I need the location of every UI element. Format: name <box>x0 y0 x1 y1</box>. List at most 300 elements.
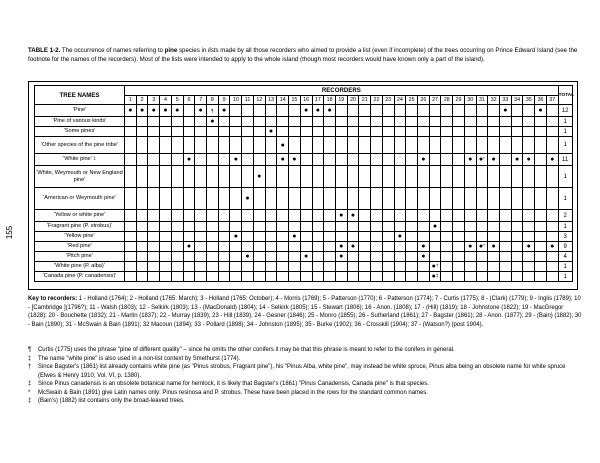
record-cell <box>312 272 324 282</box>
recorder-number: 25 <box>406 96 418 105</box>
total-cell: 12 <box>558 105 572 117</box>
record-cell <box>441 262 453 272</box>
record-cell <box>535 127 547 137</box>
record-cell <box>523 222 535 232</box>
presence-dot: ● <box>421 243 426 250</box>
tree-name-cell <box>35 262 125 272</box>
footnote-text: The name "white pine" is also used in a non-list context by Smethurst (1774). <box>38 355 241 362</box>
record-cell <box>535 137 547 154</box>
footnote-text: Since Pinus canadensis is an obsolete botanical name for hemlock, it is likely that Bagster's (1861) "Pinus Canadensis, Canada pine" is that species. <box>38 381 429 387</box>
table-row <box>35 154 573 166</box>
table-row <box>35 262 573 272</box>
record-cell <box>136 117 148 127</box>
footnote-symbol: * <box>28 389 31 396</box>
record-cell <box>511 252 523 262</box>
record-cell <box>523 154 535 166</box>
record-cell <box>535 210 547 222</box>
record-cell <box>500 262 512 272</box>
record-cell <box>500 154 512 166</box>
record-cell <box>171 210 183 222</box>
record-cell <box>218 105 230 117</box>
record-cell <box>347 154 359 166</box>
record-cell <box>371 154 383 166</box>
record-cell <box>312 127 324 137</box>
record-cell <box>500 272 512 282</box>
record-cell <box>417 166 429 188</box>
record-cell <box>546 210 558 222</box>
record-cell <box>371 137 383 154</box>
record-cell <box>535 105 547 117</box>
record-cell <box>347 262 359 272</box>
record-cell <box>511 210 523 222</box>
record-cell <box>394 117 406 127</box>
record-cell <box>230 154 242 166</box>
record-cell <box>289 262 301 272</box>
record-cell <box>324 137 336 154</box>
record-cell <box>371 188 383 210</box>
presence-dot: ● <box>139 107 145 114</box>
record-cell <box>230 242 242 252</box>
record-cell <box>406 262 418 272</box>
record-cell <box>417 242 429 252</box>
record-cell <box>218 127 230 137</box>
record-cell <box>429 127 441 137</box>
record-cell <box>148 166 160 188</box>
record-cell <box>523 262 535 272</box>
record-cell <box>289 188 301 210</box>
record-cell <box>125 117 137 127</box>
record-cell <box>218 262 230 272</box>
record-cell <box>148 137 160 154</box>
record-cell <box>511 242 523 252</box>
total-cell: 11 <box>558 154 572 166</box>
record-cell <box>546 127 558 137</box>
record-cell <box>359 242 371 252</box>
record-cell <box>371 242 383 252</box>
record-cell <box>523 272 535 282</box>
presence-dot: ● <box>280 156 285 163</box>
footnote-symbol: ‡ <box>28 381 32 387</box>
record-cell <box>453 188 465 210</box>
recorder-number: 22 <box>371 96 383 105</box>
record-cell <box>242 137 254 154</box>
tree-name-cell <box>35 105 125 117</box>
record-cell <box>453 137 465 154</box>
record-cell <box>429 166 441 188</box>
record-cell <box>300 166 312 188</box>
record-cell <box>546 154 558 166</box>
record-cell <box>312 262 324 272</box>
recorder-number: 17 <box>312 96 324 105</box>
record-cell <box>125 222 137 232</box>
record-cell <box>312 188 324 210</box>
record-cell <box>535 222 547 232</box>
record-cell <box>230 188 242 210</box>
tree-name: 'White pine (P. alba)' <box>54 263 105 270</box>
record-cell <box>207 154 219 166</box>
record-cell <box>195 222 207 232</box>
record-cell <box>242 222 254 232</box>
record-cell <box>171 154 183 166</box>
record-cell <box>253 137 265 154</box>
record-cell <box>429 137 441 154</box>
record-cell <box>335 252 347 262</box>
record-cell <box>207 127 219 137</box>
record-cell <box>136 105 148 117</box>
footnote-text: Curtis (1775) uses the phrase "pine of different quality" – since he omits the other conifers it may be that this phrase is meant to refer to the conifers in general. <box>38 347 455 353</box>
record-cell <box>324 117 336 127</box>
record-cell <box>406 188 418 210</box>
record-cell <box>253 272 265 282</box>
recorder-number: 27 <box>429 96 441 105</box>
record-cell <box>453 272 465 282</box>
record-cell <box>359 188 371 210</box>
recorder-number: 13 <box>265 96 277 105</box>
record-cell <box>160 252 172 262</box>
presence-dot: ● <box>210 118 215 125</box>
record-cell <box>406 272 418 282</box>
record-cell <box>324 252 336 262</box>
record-cell <box>242 188 254 210</box>
record-cell <box>441 252 453 262</box>
record-cell <box>277 154 289 166</box>
record-cell <box>207 242 219 252</box>
record-cell <box>183 210 195 222</box>
record-cell <box>546 232 558 242</box>
record-cell <box>464 127 476 137</box>
record-cell <box>195 272 207 282</box>
presence-dot: ● <box>163 107 168 114</box>
record-cell <box>406 154 418 166</box>
record-cell <box>230 105 242 117</box>
record-cell <box>277 137 289 154</box>
presence-dot: ● <box>245 195 250 202</box>
record-cell <box>476 188 488 210</box>
record-cell <box>183 117 195 127</box>
record-cell <box>417 127 429 137</box>
total-cell: 1 <box>558 272 572 282</box>
record-cell <box>125 127 137 137</box>
tree-name-cell <box>35 252 125 262</box>
record-cell <box>546 105 558 117</box>
record-cell <box>218 166 230 188</box>
presence-dot: ● <box>128 107 133 114</box>
record-cell <box>535 242 547 252</box>
record-cell <box>429 232 441 242</box>
presence-dot: ● <box>292 156 297 163</box>
record-cell <box>335 137 347 154</box>
record-cell <box>394 232 406 242</box>
record-cell <box>523 242 535 252</box>
table-row <box>35 105 573 117</box>
record-cell <box>300 127 312 137</box>
record-cell <box>265 127 277 137</box>
presence-dot: ● <box>514 156 520 163</box>
presence-dot: ● <box>186 156 192 163</box>
presence-dot: ● <box>468 243 473 250</box>
caption-text-2: species in <box>177 47 208 54</box>
record-cell <box>125 262 137 272</box>
record-cell <box>511 188 523 210</box>
record-cell <box>511 105 523 117</box>
record-cell <box>417 232 429 242</box>
record-cell <box>500 252 512 262</box>
record-cell <box>289 117 301 127</box>
record-cell <box>265 262 277 272</box>
record-cell <box>500 127 512 137</box>
record-cell <box>265 252 277 262</box>
record-cell <box>500 137 512 154</box>
record-cell <box>230 252 242 262</box>
record-cell <box>160 242 172 252</box>
record-cell <box>265 272 277 282</box>
record-cell <box>230 137 242 154</box>
footnote-text: McSwain & Bain (1891) give Latin names only: Pinus resinosa and P. strobus. These have been placed in the rows for the standard common names. <box>38 389 428 396</box>
presence-dot: ● <box>432 223 438 230</box>
footnote <box>28 380 582 389</box>
table-row <box>35 252 573 262</box>
recorder-number: 8 <box>207 96 219 105</box>
record-cell <box>359 105 371 117</box>
footnote-mark: * <box>483 243 485 248</box>
record-cell <box>394 154 406 166</box>
record-cell <box>183 166 195 188</box>
record-cell <box>464 117 476 127</box>
record-cell <box>324 166 336 188</box>
presence-dot: ● <box>221 107 227 114</box>
record-cell <box>476 166 488 188</box>
record-cell <box>160 166 172 188</box>
presence-dot: ● <box>478 243 484 250</box>
record-cell <box>511 117 523 127</box>
tree-name-cell <box>35 232 125 242</box>
presence-dot: ● <box>304 253 309 260</box>
record-cell <box>136 252 148 262</box>
record-cell <box>160 137 172 154</box>
record-cell <box>136 272 148 282</box>
record-cell <box>453 262 465 272</box>
record-cell <box>359 210 371 222</box>
record-cell <box>523 232 535 242</box>
recorder-number: 29 <box>453 96 465 105</box>
record-cell <box>382 242 394 252</box>
presence-dot: ● <box>339 243 344 250</box>
tree-name: 'Yellow or white pine' <box>53 212 106 219</box>
record-cell <box>171 117 183 127</box>
presence-dot: ● <box>421 156 426 163</box>
footnote-symbol: ‡ <box>28 355 32 362</box>
recorder-number: 20 <box>347 96 359 105</box>
record-cell <box>347 242 359 252</box>
record-cell <box>265 105 277 117</box>
record-cell <box>289 242 301 252</box>
record-cell <box>500 242 512 252</box>
record-cell <box>429 105 441 117</box>
table-row <box>35 188 573 210</box>
record-cell <box>300 242 312 252</box>
record-cell <box>171 272 183 282</box>
record-cell <box>253 154 265 166</box>
presence-dot: ● <box>468 156 473 163</box>
record-cell <box>382 188 394 210</box>
record-cell <box>429 272 441 282</box>
record-cell <box>207 210 219 222</box>
footnote-mark: ¶ <box>211 107 214 113</box>
record-cell <box>277 222 289 232</box>
record-cell <box>312 242 324 252</box>
record-cell <box>382 210 394 222</box>
record-cell <box>394 210 406 222</box>
record-cell <box>312 222 324 232</box>
record-cell <box>488 127 500 137</box>
record-cell <box>230 222 242 232</box>
header-row <box>35 86 573 96</box>
tree-name: 'White, Weymouth or New England pine' <box>36 169 123 183</box>
record-cell <box>160 232 172 242</box>
presence-dot: ● <box>538 107 543 114</box>
footnote-mark: ‡ <box>93 156 96 162</box>
record-cell <box>453 105 465 117</box>
tree-name: 'Pitch pine' <box>66 253 93 260</box>
record-cell <box>148 232 160 242</box>
total-cell: 1 <box>558 127 572 137</box>
record-cell <box>230 117 242 127</box>
record-cell <box>535 188 547 210</box>
record-cell <box>335 127 347 137</box>
presence-dot: ● <box>327 107 332 114</box>
recorder-number: 33 <box>500 96 512 105</box>
record-cell <box>265 232 277 242</box>
record-cell <box>312 232 324 242</box>
footnote-mark: † <box>435 263 439 268</box>
presence-dot: ● <box>304 107 309 114</box>
footnotes <box>28 346 582 406</box>
record-cell <box>136 242 148 252</box>
footnote <box>28 397 582 406</box>
record-cell <box>125 166 137 188</box>
record-cell <box>347 105 359 117</box>
record-cell <box>417 105 429 117</box>
record-cell <box>347 222 359 232</box>
record-cell <box>347 210 359 222</box>
record-cell <box>546 262 558 272</box>
record-cell <box>464 137 476 154</box>
record-cell <box>218 222 230 232</box>
record-cell <box>359 222 371 232</box>
record-cell <box>406 117 418 127</box>
record-cell <box>488 232 500 242</box>
record-cell <box>195 166 207 188</box>
presence-dot: ● <box>186 243 192 250</box>
total-cell: 1 <box>558 262 572 272</box>
record-cell <box>382 166 394 188</box>
recorder-number: 14 <box>277 96 289 105</box>
record-cell <box>265 137 277 154</box>
caption-text-3: made by all those recorders who aimed to provide a list (even if incomplete) of the trees occurring on Prince Edward Island (see the footnote for the names of the recorders). Most of the lists were intended to apply to the whole island (though most recorders would have known only a part of the island). <box>28 47 578 63</box>
record-cell <box>371 210 383 222</box>
footnote-text: Since Bagster's (1861) list already contains white pine (as "Pinus strobus, Fragrant pine"), his "Pinus Alba, white pine", may instead be white spruce, Pinus alba being an obsolete name for white spruce (Elwes & Henry 1910, Vol. VI, p. 1380). <box>38 364 566 379</box>
record-cell <box>488 242 500 252</box>
recorder-number: 5 <box>171 96 183 105</box>
record-cell <box>171 137 183 154</box>
record-cell <box>183 272 195 282</box>
tree-name: 'Pine' <box>72 107 87 114</box>
record-cell <box>277 272 289 282</box>
record-cell <box>523 127 535 137</box>
record-cell <box>488 117 500 127</box>
table-frame <box>28 81 578 290</box>
record-cell <box>441 222 453 232</box>
record-cell <box>136 137 148 154</box>
record-cell <box>183 127 195 137</box>
record-cell <box>429 222 441 232</box>
record-cell <box>218 117 230 127</box>
total-cell: 4 <box>558 252 572 262</box>
presence-dot: ● <box>526 243 531 250</box>
record-cell <box>171 242 183 252</box>
record-cell <box>300 188 312 210</box>
record-cell <box>511 272 523 282</box>
record-cell <box>289 232 301 242</box>
recorder-number: 36 <box>535 96 547 105</box>
record-cell <box>406 252 418 262</box>
record-cell <box>148 222 160 232</box>
record-cell <box>335 188 347 210</box>
record-cell <box>312 166 324 188</box>
recorder-number: 24 <box>394 96 406 105</box>
record-cell <box>347 252 359 262</box>
total-cell: 1 <box>558 188 572 210</box>
record-cell <box>160 188 172 210</box>
presence-dot: ● <box>491 156 496 163</box>
record-cell <box>265 242 277 252</box>
record-cell <box>546 166 558 188</box>
recorder-number: 37 <box>546 96 558 105</box>
record-cell <box>453 117 465 127</box>
record-cell <box>253 117 265 127</box>
record-cell <box>230 232 242 242</box>
table-row <box>35 127 573 137</box>
footnote-mark: ‡ <box>435 273 439 278</box>
record-cell <box>476 242 488 252</box>
tree-name-cell <box>35 242 125 252</box>
presence-dot: ● <box>339 212 344 219</box>
record-cell <box>441 272 453 282</box>
record-cell <box>218 272 230 282</box>
total-cell: 3 <box>558 232 572 242</box>
total-cell: 1 <box>558 117 572 127</box>
recorder-number: 9 <box>218 96 230 105</box>
record-cell <box>429 117 441 127</box>
record-cell <box>195 232 207 242</box>
record-cell <box>523 105 535 117</box>
recorder-number: 6 <box>183 96 195 105</box>
record-cell <box>347 188 359 210</box>
record-cell <box>148 272 160 282</box>
table-row <box>35 272 573 282</box>
record-cell <box>476 154 488 166</box>
record-cell <box>417 262 429 272</box>
record-cell <box>207 262 219 272</box>
tree-name-cell <box>35 154 125 166</box>
record-cell <box>453 127 465 137</box>
record-cell <box>207 105 219 117</box>
record-cell <box>500 117 512 127</box>
tree-name-cell <box>35 210 125 222</box>
record-cell <box>535 252 547 262</box>
record-cell <box>347 117 359 127</box>
record-cell <box>324 188 336 210</box>
